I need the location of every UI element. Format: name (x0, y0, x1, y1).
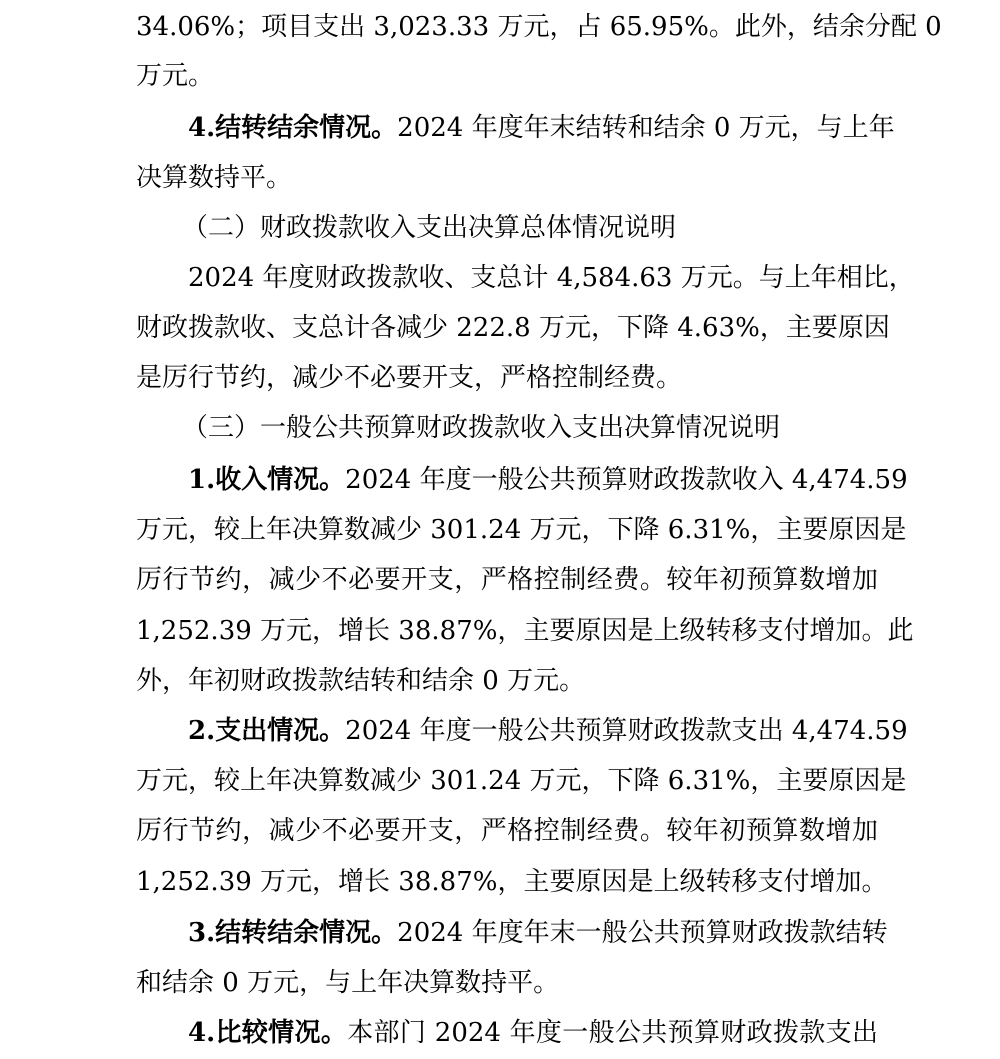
line-text: 和结余 0 万元，与上年决算数持平。 (136, 968, 560, 998)
line-text: 2024 年度年末一般公共预算财政拨款结转 (397, 918, 888, 948)
section-heading: 4.比较情况。 (188, 1018, 348, 1048)
text-line (136, 460, 908, 500)
line-text: 本部门 2024 年度一般公共预算财政拨款支出 (347, 1018, 878, 1048)
line-text: 是厉行节约，减少不必要开支，严格控制经费。 (136, 363, 683, 393)
text-line (136, 358, 878, 398)
line-text: （二）财政拨款收入支出决算总体情况说明 (182, 213, 677, 243)
subsection-title (136, 208, 872, 248)
section-heading: 1.收入情况。 (188, 465, 346, 495)
line-text: 2024 年度年末结转和结余 0 万元，与上年 (397, 113, 895, 143)
section-heading: 2.支出情况。 (188, 716, 346, 746)
line-text: 外，年初财政拨款结转和结余 0 万元。 (136, 666, 586, 696)
line-text: 财政拨款收、支总计各减少 222.8 万元，下降 4.63%，主要原因 (136, 313, 890, 343)
text-line (136, 56, 878, 96)
text-line (136, 1013, 878, 1053)
line-text: 万元，较上年决算数减少 301.24 万元，下降 6.31%，主要原因是 (136, 515, 907, 545)
line-text: 34.06%；项目支出 3,023.33 万元，占 65.95%。此外，结余分配 0 (136, 12, 942, 42)
line-text: 1,252.39 万元，增长 38.87%，主要原因是上级转移支付增加。此 (136, 616, 914, 646)
text-line (136, 761, 907, 801)
text-line (136, 7, 942, 47)
text-line (136, 258, 915, 298)
line-text: 1,252.39 万元，增长 38.87%，主要原因是上级转移支付增加。 (136, 867, 888, 897)
line-text: 万元，较上年决算数减少 301.24 万元，下降 6.31%，主要原因是 (136, 766, 907, 796)
line-text: 2024 年度一般公共预算财政拨款支出 4,474.59 (345, 716, 908, 746)
line-text: 决算数持平。 (136, 163, 293, 193)
section-heading: 4.结转结余情况。 (188, 113, 398, 143)
text-line (136, 811, 878, 851)
line-text: 2024 年度财政拨款收、支总计 4,584.63 万元。与上年相比， (188, 263, 915, 293)
text-line (136, 611, 914, 651)
line-text: 厉行节约，减少不必要开支，严格控制经费。较年初预算数增加 (136, 816, 878, 846)
text-line (136, 862, 888, 902)
text-line (136, 158, 878, 198)
text-line (136, 711, 908, 751)
text-line (136, 108, 895, 148)
text-line (136, 560, 878, 600)
line-text: （三）一般公共预算财政拨款收入支出决算情况说明 (182, 413, 781, 443)
text-line (136, 510, 907, 550)
subsection-title (136, 408, 872, 448)
text-line (136, 963, 878, 1003)
text-line (136, 308, 890, 348)
section-heading: 3.结转结余情况。 (188, 918, 398, 948)
text-line (136, 661, 878, 701)
line-text: 厉行节约，减少不必要开支，严格控制经费。较年初预算数增加 (136, 565, 878, 595)
text-line (136, 913, 888, 953)
line-text: 万元。 (136, 61, 215, 91)
line-text: 2024 年度一般公共预算财政拨款收入 4,474.59 (345, 465, 908, 495)
